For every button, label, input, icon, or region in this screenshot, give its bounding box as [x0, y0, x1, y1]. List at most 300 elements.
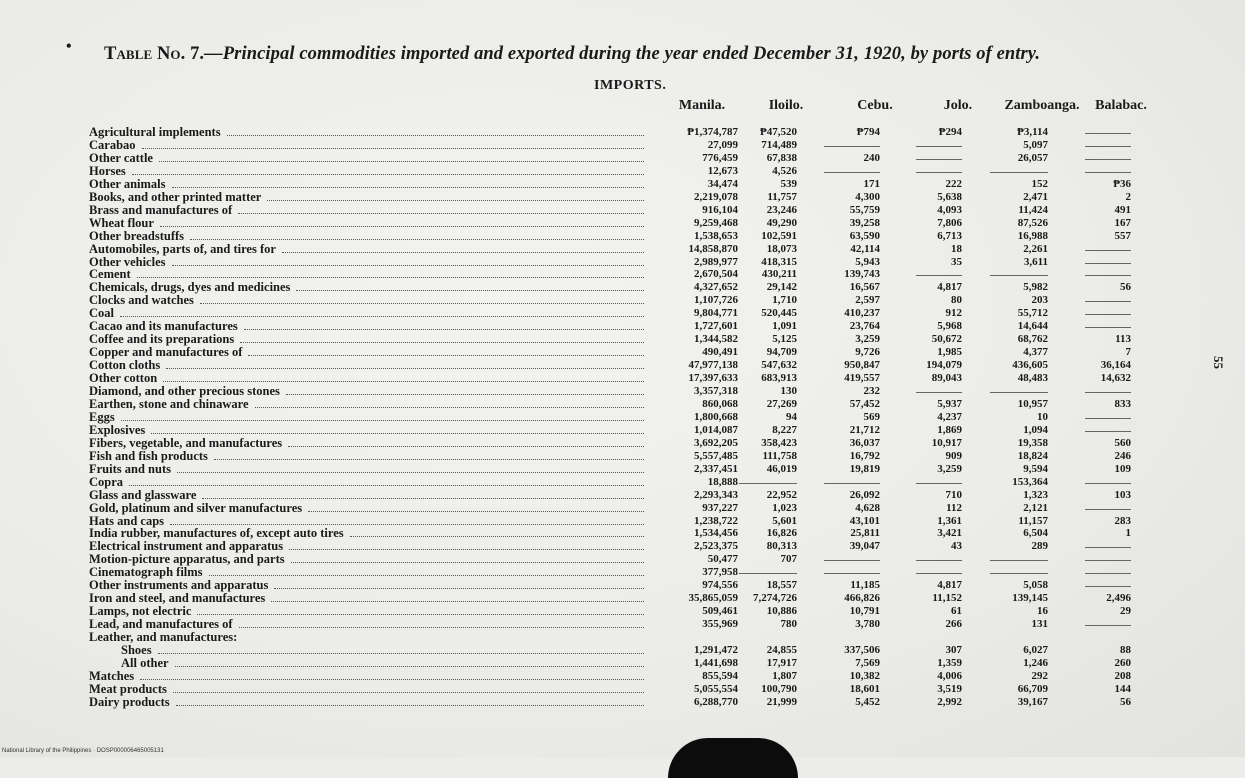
- value-cell: 491: [1114, 203, 1131, 216]
- value-cell: 2,523,375: [694, 540, 738, 553]
- empty-cell-rule: [990, 392, 1048, 393]
- row-label: [89, 125, 644, 139]
- value-cell: 7: [1125, 346, 1131, 359]
- dot-leader: [176, 705, 644, 706]
- value-cell: 5,638: [937, 190, 962, 203]
- empty-cell-rule: [916, 172, 962, 173]
- value-cell: 912: [945, 307, 962, 320]
- value-cell: 9,594: [1023, 462, 1048, 475]
- value-cell: 23,764: [849, 320, 880, 333]
- row-label: [89, 345, 644, 359]
- value-cell: 17,917: [766, 656, 797, 669]
- dot-leader: [244, 329, 644, 330]
- row-label-text: Other breadstuffs: [89, 228, 185, 243]
- value-cell: 9,726: [855, 346, 880, 359]
- empty-cell-rule: [1085, 586, 1131, 587]
- value-cell: 18,824: [1017, 449, 1048, 462]
- row-label-text: Fruits and nuts: [89, 461, 171, 476]
- row-label: [89, 384, 644, 398]
- empty-cell-rule: [1085, 392, 1131, 393]
- value-cell: 103: [1114, 488, 1131, 501]
- dot-leader: [227, 135, 644, 136]
- row-label: [89, 449, 644, 463]
- value-cell: 3,259: [937, 462, 962, 475]
- empty-cell-rule: [990, 573, 1048, 574]
- value-cell: 240: [863, 151, 880, 164]
- value-cell: 1,538,653: [694, 229, 738, 242]
- value-cell: 6,027: [1023, 644, 1048, 656]
- value-cell: 18,557: [766, 579, 797, 592]
- empty-cell-rule: [916, 275, 962, 276]
- dot-leader: [120, 316, 644, 317]
- value-cell: 139,145: [1012, 592, 1048, 605]
- row-label: [121, 643, 644, 657]
- row-label: [89, 578, 644, 592]
- value-cell: 974,556: [702, 579, 738, 592]
- value-cell: 4,237: [937, 410, 962, 423]
- value-cell: 130: [780, 385, 797, 397]
- value-cell: 16,826: [766, 527, 797, 540]
- value-cell: 55,712: [1017, 307, 1048, 320]
- row-label-text: Other instruments and apparatus: [89, 578, 269, 593]
- row-label: [89, 280, 644, 294]
- value-cell: 1,291,472: [694, 644, 738, 656]
- dot-leader: [175, 666, 644, 667]
- section-subtitle: IMPORTS.: [594, 78, 667, 93]
- value-cell: 4,377: [1023, 346, 1048, 359]
- value-cell: 56: [1120, 695, 1131, 708]
- empty-cell-rule: [1085, 625, 1131, 626]
- value-cell: 860,068: [702, 397, 738, 410]
- value-cell: 35,865,059: [688, 592, 738, 605]
- value-cell: 1,985: [937, 346, 962, 359]
- row-label: [89, 371, 644, 385]
- row-label: [89, 190, 644, 204]
- value-cell: 11,424: [1018, 203, 1048, 216]
- value-cell: 5,097: [1023, 138, 1048, 151]
- empty-cell-rule: [1085, 327, 1131, 328]
- row-label: [89, 151, 644, 165]
- value-cell: 1,323: [1023, 488, 1048, 501]
- row-label: [121, 656, 644, 670]
- empty-cell-rule: [1085, 250, 1131, 251]
- row-label: [89, 552, 644, 566]
- column-header-zamboanga: Zamboanga.: [1004, 98, 1080, 113]
- row-label-text: Clocks and watches: [89, 293, 194, 308]
- value-cell: 222: [945, 177, 962, 190]
- row-label-text: Hats and caps: [89, 513, 165, 528]
- value-cell: 109: [1114, 462, 1131, 475]
- value-cell: ₱794: [856, 126, 880, 138]
- value-cell: 4,006: [937, 669, 962, 682]
- value-cell: 1,800,668: [694, 410, 738, 423]
- value-cell: 355,969: [702, 618, 738, 631]
- dot-leader: [170, 524, 644, 525]
- value-cell: 557: [1114, 229, 1131, 242]
- value-cell: 48,483: [1017, 372, 1048, 385]
- row-label: [89, 565, 644, 579]
- row-label: [89, 164, 644, 178]
- dot-leader: [140, 679, 644, 680]
- value-cell: 283: [1114, 514, 1131, 527]
- value-cell: 266: [945, 618, 962, 631]
- row-label: [89, 397, 644, 411]
- value-cell: ₱36: [1113, 177, 1131, 190]
- value-cell: 683,913: [761, 372, 797, 385]
- row-label-text: Meat products: [89, 681, 167, 696]
- page-number: 55: [1211, 356, 1226, 369]
- value-cell: 61: [951, 605, 962, 618]
- value-cell: 26,092: [849, 488, 880, 501]
- row-label-text: Leather, and manufactures:: [89, 630, 238, 645]
- bullet-mark: •: [66, 38, 72, 55]
- value-cell: 21,712: [849, 423, 880, 436]
- empty-cell-rule: [739, 573, 797, 574]
- row-label-text: Copra: [89, 474, 124, 489]
- value-cell: 950,847: [844, 359, 880, 372]
- row-label-text: Fibers, vegetable, and manufactures: [89, 435, 283, 450]
- value-cell: 8,227: [772, 423, 797, 436]
- value-cell: 43,101: [849, 514, 880, 527]
- column-header-balabac: Balabac.: [1095, 98, 1147, 113]
- value-cell: 539: [780, 177, 797, 190]
- dot-leader: [200, 303, 644, 304]
- row-label: [89, 319, 644, 333]
- value-cell: 27,099: [707, 138, 738, 151]
- dot-leader: [248, 355, 644, 356]
- value-cell: 16,567: [849, 281, 880, 294]
- value-cell: 17,397,633: [688, 372, 738, 385]
- value-cell: 710: [945, 488, 962, 501]
- value-cell: 1,246: [1023, 656, 1048, 669]
- value-cell: 10,382: [849, 669, 880, 682]
- row-label: [89, 255, 644, 269]
- row-label: [89, 410, 644, 424]
- value-cell: 466,826: [844, 592, 880, 605]
- value-cell: 569: [863, 410, 880, 423]
- value-cell: 167: [1114, 216, 1131, 229]
- value-cell: 2,670,504: [694, 268, 738, 281]
- row-label: [89, 475, 644, 489]
- row-label: [89, 229, 644, 243]
- empty-cell-rule: [1085, 483, 1131, 484]
- row-label-text: Other animals: [89, 176, 166, 191]
- value-cell: 113: [1115, 333, 1131, 346]
- dot-leader: [286, 394, 644, 395]
- value-cell: 29: [1120, 605, 1131, 618]
- row-label: [89, 138, 644, 152]
- value-cell: 50,672: [931, 333, 962, 346]
- empty-cell-rule: [824, 483, 880, 484]
- dot-leader: [166, 368, 644, 369]
- value-cell: 4,327,652: [694, 281, 738, 294]
- value-cell: 1,014,087: [694, 423, 738, 436]
- dot-leader: [172, 265, 645, 266]
- value-cell: 337,506: [844, 644, 880, 656]
- dot-leader: [289, 549, 644, 550]
- empty-cell-rule: [1085, 573, 1131, 574]
- value-cell: 5,937: [937, 397, 962, 410]
- value-cell: 10,957: [1017, 397, 1048, 410]
- value-cell: 7,569: [855, 656, 880, 669]
- value-cell: 1,359: [937, 656, 962, 669]
- dot-leader: [151, 433, 644, 434]
- value-cell: 16,988: [1017, 229, 1048, 242]
- dot-leader: [159, 161, 644, 162]
- value-cell: 2,261: [1023, 242, 1048, 255]
- row-label-text: Copper and manufactures of: [89, 345, 243, 360]
- dot-leader: [202, 498, 644, 499]
- dot-leader: [282, 252, 644, 253]
- value-cell: 9,259,468: [694, 216, 738, 229]
- row-label: [89, 177, 644, 191]
- value-cell: 5,943: [855, 255, 880, 268]
- dot-leader: [209, 575, 644, 576]
- value-cell: 67,838: [766, 151, 797, 164]
- value-cell: 39,167: [1017, 695, 1048, 708]
- row-label-text: Shoes: [121, 643, 152, 657]
- value-cell: 27,269: [766, 397, 797, 410]
- value-cell: 18: [951, 242, 962, 255]
- value-cell: 1,344,582: [694, 333, 738, 346]
- dot-leader: [158, 653, 644, 654]
- empty-cell-rule: [824, 560, 880, 561]
- dot-leader: [172, 187, 644, 188]
- library-footer: National Library of the Philippines · DOSP000006465005131: [2, 748, 164, 754]
- value-cell: 4,526: [772, 164, 797, 177]
- value-cell: 9,804,771: [694, 307, 738, 320]
- value-cell: 5,557,485: [694, 449, 738, 462]
- row-label-text: Lead, and manufactures of: [89, 617, 233, 632]
- empty-cell-rule: [916, 483, 962, 484]
- row-label-text: Matches: [89, 668, 135, 683]
- value-cell: 1: [1125, 527, 1131, 540]
- value-cell: 144: [1114, 682, 1131, 695]
- value-cell: 29,142: [766, 281, 797, 294]
- value-cell: 833: [1114, 397, 1131, 410]
- row-label-text: Cacao and its manufactures: [89, 319, 238, 334]
- value-cell: 909: [945, 449, 962, 462]
- value-cell: 111,758: [762, 449, 797, 462]
- value-cell: 14,632: [1100, 372, 1131, 385]
- value-cell: 14,858,870: [688, 242, 738, 255]
- empty-cell-rule: [916, 560, 962, 561]
- value-cell: 203: [1031, 294, 1048, 307]
- value-cell: 12,673: [707, 164, 738, 177]
- value-cell: 3,357,318: [694, 385, 738, 397]
- value-cell: 1,869: [937, 423, 962, 436]
- value-cell: 5,058: [1023, 579, 1048, 592]
- value-cell: 5,125: [772, 333, 797, 346]
- value-cell: 46,019: [766, 462, 797, 475]
- empty-cell-rule: [824, 146, 880, 147]
- value-cell: 2,219,078: [694, 190, 738, 203]
- dot-leader: [291, 562, 644, 563]
- empty-cell-rule: [916, 392, 962, 393]
- value-cell: 153,364: [1012, 475, 1048, 488]
- value-cell: 11,185: [850, 579, 880, 592]
- value-cell: 436,605: [1012, 359, 1048, 372]
- value-cell: 1,094: [1023, 423, 1048, 436]
- value-cell: 714,489: [761, 138, 797, 151]
- row-label: [89, 604, 644, 618]
- dot-leader: [132, 174, 644, 175]
- empty-cell-rule: [1085, 172, 1131, 173]
- value-cell: 5,968: [937, 320, 962, 333]
- value-cell: 289: [1031, 540, 1048, 553]
- value-cell: 100,790: [761, 682, 797, 695]
- row-label-text: Motion-picture apparatus, and parts: [89, 552, 285, 567]
- column-header-cebu: Cebu.: [857, 98, 893, 113]
- value-cell: 419,557: [844, 372, 880, 385]
- value-cell: 36,037: [849, 436, 880, 449]
- value-cell: 42,114: [850, 242, 880, 255]
- row-label-text: Lamps, not electric: [89, 604, 192, 619]
- dot-leader: [255, 407, 644, 408]
- value-cell: 490,491: [702, 346, 738, 359]
- table-title-rest: —Principal commodities imported and exported during the year ended December 31, 1920, by ports of entry.: [204, 44, 1041, 64]
- row-label-text: Other cattle: [89, 150, 153, 165]
- dot-leader: [173, 692, 644, 693]
- empty-cell-rule: [916, 159, 962, 160]
- row-label: [89, 526, 644, 540]
- row-label: [89, 436, 644, 450]
- row-label: [89, 332, 644, 346]
- value-cell: 66,709: [1017, 682, 1048, 695]
- row-label-text: Other cotton: [89, 371, 158, 386]
- value-cell: 11,157: [1018, 514, 1048, 527]
- value-cell: 2,337,451: [694, 462, 738, 475]
- value-cell: 3,780: [855, 618, 880, 631]
- row-label: [89, 203, 644, 217]
- value-cell: 2,121: [1023, 501, 1048, 514]
- value-cell: 6,288,770: [694, 695, 738, 708]
- value-cell: 377,958: [702, 566, 738, 579]
- row-label-text: Explosives: [89, 422, 146, 437]
- value-cell: 2,992: [937, 695, 962, 708]
- value-cell: 418,315: [761, 255, 797, 268]
- row-label: [89, 501, 644, 515]
- empty-cell-rule: [1085, 314, 1131, 315]
- value-cell: 4,628: [855, 501, 880, 514]
- value-cell: 707: [780, 553, 797, 566]
- empty-cell-rule: [1085, 547, 1131, 548]
- empty-cell-rule: [1085, 263, 1131, 264]
- value-cell: 80: [951, 294, 962, 307]
- value-cell: 102,591: [761, 229, 797, 242]
- column-header-iloilo: Iloilo.: [768, 98, 804, 113]
- empty-cell-rule: [824, 573, 880, 574]
- value-cell: 55,759: [849, 203, 880, 216]
- value-cell: ₱3,114: [1017, 126, 1048, 138]
- value-cell: 3,611: [1023, 255, 1048, 268]
- value-cell: ₱47,520: [760, 126, 797, 138]
- row-label: [89, 617, 644, 631]
- value-cell: 139,743: [844, 268, 880, 281]
- row-label-text: Electrical instrument and apparatus: [89, 539, 284, 554]
- value-cell: 509,461: [702, 605, 738, 618]
- value-cell: 780: [780, 618, 797, 631]
- row-label-text: Iron and steel, and manufactures: [89, 591, 266, 606]
- empty-cell-rule: [1085, 418, 1131, 419]
- row-label-text: Wheat flour: [89, 215, 154, 230]
- row-label-text: Cinematograph films: [89, 565, 203, 580]
- row-label-text: Other vehicles: [89, 254, 166, 269]
- value-cell: 547,632: [761, 359, 797, 372]
- value-cell: 89,043: [931, 372, 962, 385]
- dot-leader: [296, 290, 644, 291]
- value-cell: 2,989,977: [694, 255, 738, 268]
- column-header-jolo: Jolo.: [943, 98, 973, 113]
- value-cell: 16: [1037, 605, 1048, 618]
- value-cell: 94,709: [766, 346, 797, 359]
- value-cell: 63,590: [849, 229, 880, 242]
- value-cell: 4,817: [937, 281, 962, 294]
- dot-leader: [214, 459, 644, 460]
- value-cell: 1,091: [772, 320, 797, 333]
- value-cell: 39,258: [849, 216, 880, 229]
- value-cell: 307: [945, 644, 962, 656]
- dot-leader: [274, 588, 644, 589]
- row-label-text: Diamond, and other precious stones: [89, 384, 280, 398]
- value-cell: ₱1,374,787: [687, 126, 738, 138]
- dot-leader: [137, 277, 644, 278]
- row-label: [89, 216, 644, 230]
- value-cell: 855,594: [702, 669, 738, 682]
- value-cell: 1,361: [937, 514, 962, 527]
- row-label-text: Cotton cloths: [89, 358, 161, 373]
- row-label: [89, 630, 644, 644]
- empty-cell-rule: [1085, 509, 1131, 510]
- value-cell: 10: [1037, 410, 1048, 423]
- value-cell: 22,952: [766, 488, 797, 501]
- value-cell: 4,300: [855, 190, 880, 203]
- value-cell: 5,452: [855, 695, 880, 708]
- value-cell: 232: [863, 385, 880, 397]
- row-label-text: Dairy products: [89, 694, 170, 709]
- value-cell: 49,290: [766, 216, 797, 229]
- empty-cell-rule: [1085, 275, 1131, 276]
- value-cell: 1,727,601: [694, 320, 738, 333]
- row-label: [89, 682, 644, 696]
- row-label-text: Fish and fish products: [89, 448, 208, 463]
- row-label-text: Carabao: [89, 137, 136, 152]
- dot-leader: [129, 485, 644, 486]
- row-label-text: Glass and glassware: [89, 487, 197, 502]
- row-label-text: Coffee and its preparations: [89, 332, 235, 347]
- value-cell: 10,791: [849, 605, 880, 618]
- scan-shadow: [668, 738, 798, 778]
- empty-cell-rule: [1085, 301, 1131, 302]
- table-title-lead: Table No. 7.: [104, 44, 205, 64]
- value-cell: 3,519: [937, 682, 962, 695]
- value-cell: 3,259: [855, 333, 880, 346]
- value-cell: 39,047: [849, 540, 880, 553]
- row-label: [89, 242, 644, 256]
- value-cell: 14,644: [1017, 320, 1048, 333]
- value-cell: 23,246: [766, 203, 797, 216]
- value-cell: 194,079: [926, 359, 962, 372]
- value-cell: 776,459: [702, 151, 738, 164]
- value-cell: 520,445: [761, 307, 797, 320]
- dot-leader: [288, 446, 644, 447]
- dot-leader: [350, 536, 644, 537]
- value-cell: 5,055,554: [694, 682, 738, 695]
- row-label-text: Earthen, stone and chinaware: [89, 396, 249, 411]
- value-cell: 43: [951, 540, 962, 553]
- value-cell: 56: [1120, 281, 1131, 294]
- dot-leader: [239, 627, 644, 628]
